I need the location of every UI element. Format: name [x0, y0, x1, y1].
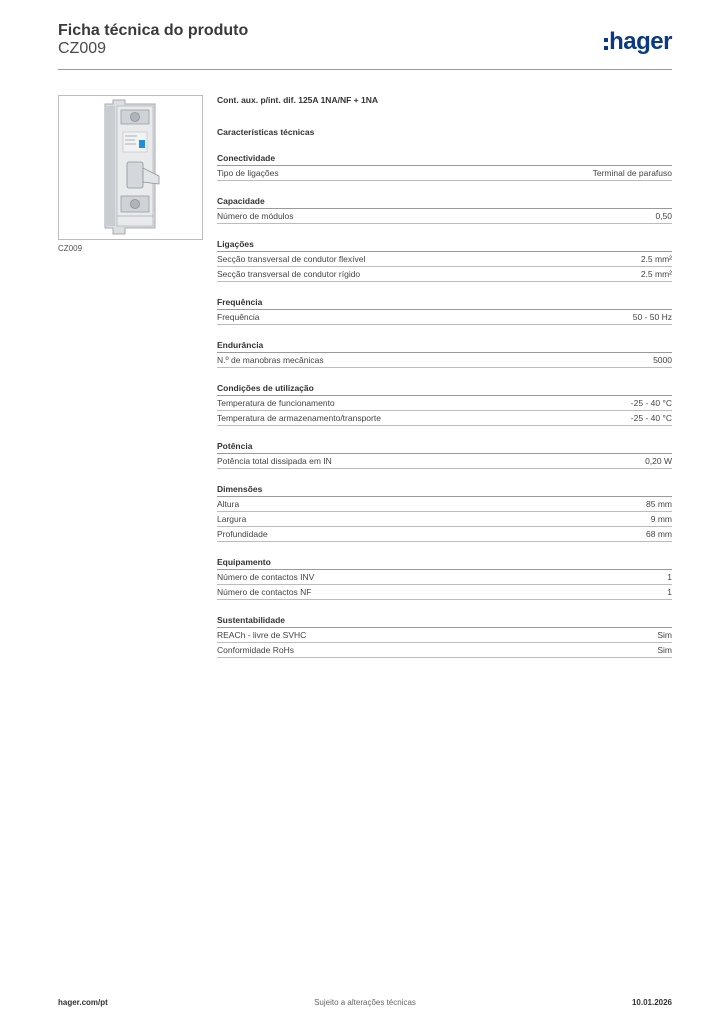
spec-row	[217, 454, 672, 469]
spec-group	[217, 382, 672, 426]
spec-label: Número de contactos INV	[217, 572, 315, 582]
hager-logo	[604, 28, 672, 56]
spec-value: Sim	[657, 630, 672, 640]
spec-row	[217, 353, 672, 368]
spec-label: Secção transversal de condutor rígido	[217, 269, 361, 279]
spec-value: -25 - 40 °C	[630, 398, 672, 408]
spec-label: Tipo de ligações	[217, 168, 279, 178]
spec-value: 1	[667, 587, 672, 597]
page-title: Ficha técnica do produto	[58, 22, 249, 39]
spec-group-title: Endurância	[217, 339, 672, 353]
spec-group-title: Conectividade	[217, 152, 672, 166]
spec-group	[217, 238, 672, 282]
spec-sheet	[217, 92, 672, 658]
spec-value: 0,50	[655, 211, 672, 221]
product-description: Cont. aux. p/int. dif. 125A 1NA/NF + 1NA	[217, 95, 378, 105]
spec-row	[217, 267, 672, 282]
product-image	[58, 95, 203, 240]
spec-label: Temperatura de armazenamento/transporte	[217, 413, 381, 423]
spec-value: 0,20 W	[645, 456, 672, 466]
spec-label: Profundidade	[217, 529, 268, 539]
spec-row	[217, 396, 672, 411]
spec-group-title: Capacidade	[217, 195, 672, 209]
spec-value: 1	[667, 572, 672, 582]
spec-row	[217, 512, 672, 527]
spec-value: 9 mm	[650, 514, 672, 524]
section-title: Características técnicas	[217, 127, 315, 137]
spec-group	[217, 483, 672, 542]
spec-label: Altura	[217, 499, 240, 509]
spec-group	[217, 614, 672, 658]
spec-value: Terminal de parafuso	[592, 168, 672, 178]
spec-row	[217, 585, 672, 600]
spec-value: 2.5 mm²	[640, 269, 672, 279]
spec-value: 5000	[653, 355, 672, 365]
spec-label: Número de módulos	[217, 211, 294, 221]
spec-group	[217, 556, 672, 600]
spec-label: Potência total dissipada em IN	[217, 456, 332, 466]
spec-label: Largura	[217, 514, 247, 524]
spec-value: 2.5 mm²	[640, 254, 672, 264]
page-header	[58, 20, 672, 70]
spec-group-title: Sustentabilidade	[217, 614, 672, 628]
footer-note: Sujeito a alterações técnicas	[314, 998, 416, 1007]
footer-date: 10.01.2026	[631, 998, 672, 1007]
spec-label: Número de contactos NF	[217, 587, 312, 597]
spec-value: -25 - 40 °C	[630, 413, 672, 423]
spec-row	[217, 166, 672, 181]
spec-value: 50 - 50 Hz	[632, 312, 672, 322]
spec-group-title: Potência	[217, 440, 672, 454]
spec-row	[217, 527, 672, 542]
spec-group	[217, 339, 672, 368]
spec-group	[217, 152, 672, 181]
spec-row	[217, 570, 672, 585]
spec-group	[217, 195, 672, 224]
spec-group-title: Condições de utilização	[217, 382, 672, 396]
spec-value: 85 mm	[646, 499, 672, 509]
spec-groups	[217, 152, 672, 658]
spec-label: Temperatura de funcionamento	[217, 398, 335, 408]
spec-group-title: Frequência	[217, 296, 672, 310]
spec-row	[217, 643, 672, 658]
spec-label: Frequência	[217, 312, 260, 322]
spec-label: REACh - livre de SVHC	[217, 630, 307, 640]
spec-label: N.º de manobras mecânicas	[217, 355, 324, 365]
spec-value: 68 mm	[646, 529, 672, 539]
footer-url[interactable]: hager.com/pt	[58, 998, 108, 1007]
spec-label: Conformidade RoHs	[217, 645, 295, 655]
spec-row	[217, 628, 672, 643]
spec-group-title: Dimensões	[217, 483, 672, 497]
spec-group-title: Ligações	[217, 238, 672, 252]
spec-row	[217, 310, 672, 325]
spec-group	[217, 296, 672, 325]
product-code: CZ009	[58, 40, 107, 57]
spec-group	[217, 440, 672, 469]
logo-dots-icon	[604, 38, 608, 50]
spec-row	[217, 497, 672, 512]
spec-row	[217, 252, 672, 267]
spec-value: Sim	[657, 645, 672, 655]
spec-row	[217, 209, 672, 224]
logo-text: hager	[609, 28, 672, 55]
image-caption: CZ009	[58, 244, 83, 253]
spec-label: Secção transversal de condutor flexível	[217, 254, 366, 264]
spec-group-title: Equipamento	[217, 556, 672, 570]
spec-row	[217, 411, 672, 426]
